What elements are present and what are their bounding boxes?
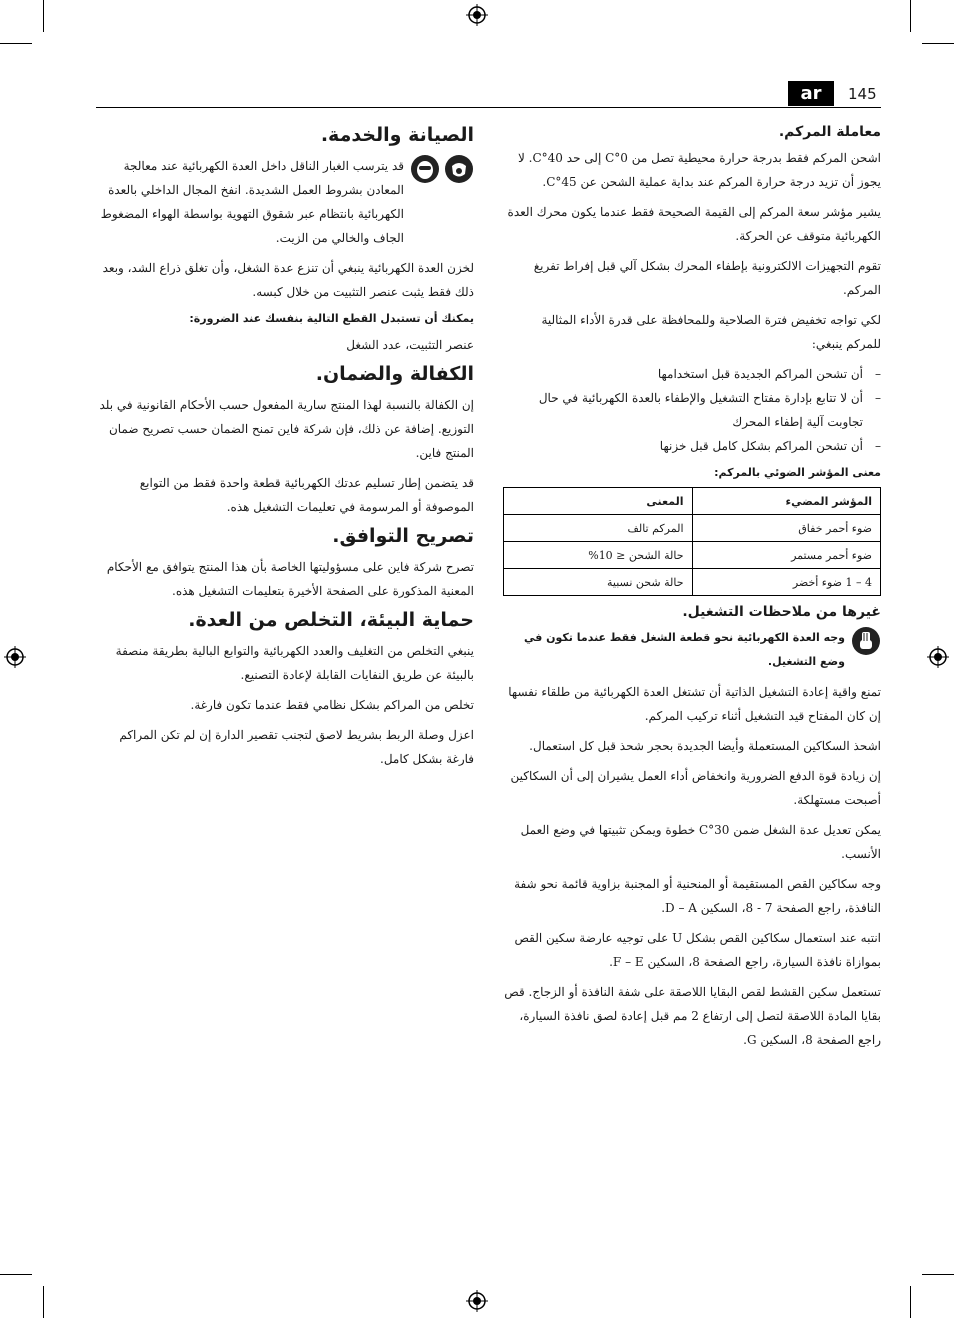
notes-paragraph: إن زيادة قوة الدفع الضرورية وانخفاض أداء العمل يشيران إلى أن السكاكين أصبحت مستهلكة. (510, 769, 881, 807)
hand-grip-warning-icon (851, 626, 881, 656)
warranty-paragraph: إن الكفالة بالنسبة لهذا المنتج سارية المفعول حسب الأحكام القانونية في بلد التوزيع. إضافة عن ذلك، فإن شركة فاين تمنح الضمان حسب تصريح ضمان المنتج فاين. (99, 398, 474, 460)
registration-mark-icon (4, 646, 26, 668)
table-cell: 4 – 1 ضوء أخضر (692, 569, 881, 596)
respirator-mask-icon (444, 154, 474, 184)
maintenance-paragraph: قد يترسب الغبار الناقل داخل العدة الكهربائية عند معالجة المعادن بشروط العمل الشديدة. انفخ المجال الداخلي بالعدة الكهربائية بانتظام عبر شقوق التهوية بواسطة الهواء المضغوط الجاف والخالي من الزيت. (100, 159, 404, 245)
notes-paragraph: يمكن تعديل عدة الشغل ضمن 30°C خطوة ويمكن تثبيتها في وضع العمل الأنسب. (520, 823, 881, 861)
battery-paragraph: لكي تواجه تخفيض فترة الصلاحية وللمحافظة على قدرة الأداء المثالية للمركم ينبغي: (541, 313, 881, 351)
crop-mark (910, 0, 911, 32)
maintenance-note (96, 154, 474, 256)
maintenance-paragraph: لخزن العدة الكهربائية ينبغي أن تنزع عدة الشغل، وأن تغلق ذراع الشد، وبعد ذلك فقط يثبت عنصر التثبيت من خلال كبسه. (102, 261, 474, 299)
table-cell: حالة الشحن ≤ 10% (504, 542, 693, 569)
table-header-row (504, 488, 881, 515)
conformity-paragraph: تصرح شركة فاين على مسؤوليتها الخاصة بأن هذا المنتج يتوافق مع الأحكام المعنية المذكورة على الصفحة الأخيرة بتعليمات التشغيل هذه. (106, 560, 474, 598)
list-item: – أن تشحن المراكم بشكل كامل قبل خزنها (503, 434, 881, 458)
table-cell: حالة شحن نسبية (504, 569, 693, 596)
crop-mark (0, 43, 32, 44)
registration-mark-icon (927, 646, 949, 668)
battery-paragraph: يشير مؤشر سعة المركم إلى القيمة الصحيحة فقط عندما يكون محرك العدة الكهربائية متوقف عن الحركة. (507, 205, 881, 243)
face-shield-icon (410, 154, 440, 184)
warning-text: وجه العدة الكهربائية نحو قطعة الشغل فقط عندما تكون في وضع التشغيل. (523, 631, 845, 668)
parts-paragraph: عنصر التثبيت، عدد الشغل (346, 338, 474, 352)
environment-heading: حماية البيئة، التخلص من العدة. (188, 609, 474, 631)
conformity-heading: تصريح التوافق. (332, 525, 474, 547)
notes-paragraph: وجه سكاكين القص المستقيمة أو المنحنية أو المجنبة بزاوية قائمة نحو شفة النافذة، راجع الصفحة 7 - 8، السكين D – A. (514, 877, 881, 915)
list-item: – أن لا تتابع بإدارة مفتاح التشغيل والإطفاء بالعدة الكهربائية في حال تجاوبت آلية إطفاء المحرك (503, 386, 881, 434)
table-row (504, 515, 881, 542)
environment-paragraph: اعزل وصلة الربط بشريط لاصق لتجنب تقصير الدارة إن لم تكن المراكم فارغة بشكل كامل. (119, 728, 474, 766)
table-cell: ضوء أحمر مستمر (692, 542, 881, 569)
warranty-heading: الكفالة والضمان. (315, 363, 474, 385)
led-table (503, 487, 881, 596)
table-header-cell: المؤشر المضيء (692, 488, 881, 515)
battery-heading: معاملة المركم. (778, 124, 881, 140)
crop-mark (0, 1274, 32, 1275)
header-rule (96, 107, 881, 108)
crop-mark (43, 0, 44, 32)
warranty-paragraph: قد يتضمن إطار تسليم عدتك الكهربائية قطعة واحدة فقط من التوابع الموصوفة أو المرسومة في تعليمات التشغيل هذه. (139, 476, 474, 514)
battery-paragraph: تقوم التجهيزات الالكترونية بإطفاء المحرك بشكل آلي قبل إفراط تفريغ المركم. (533, 259, 881, 297)
notes-paragraph: انتبه عند استعمال سكاكين القص بشكل U على توجيه عارضة سكين القص بموازاة نافذة السيارة، راجع الصفحة 8، السكين F – E. (514, 931, 881, 969)
notes-paragraph: تمنع واقية إعادة التشغيل الذاتية أن تشتغل العدة الكهربائية من طلقاء نفسها إن كان المفتاح قيد التشغيل أثناء تركيب المركم. (508, 685, 881, 723)
table-row (504, 569, 881, 596)
table-row (504, 542, 881, 569)
crop-mark (922, 43, 954, 44)
battery-list (503, 362, 881, 458)
battery-paragraph: اشحن المركم فقط بدرجة حرارة محيطية تصل من 0°C إلى حد 40°C. لا يجوز أن تزيد درجة حرارة المركم عند بداية عملية الشحن عن 45°C. (518, 151, 881, 189)
list-item: – أن تشحن المراكم الجديدة قبل استخدامها (503, 362, 881, 386)
environment-paragraph: ينبغي التخلص من التغليف والعدد الكهربائية والتوابع البالية بطريقة منصفة بالبيئة عن طريق النفايات القابلة لإعادة التصنيع. (115, 644, 474, 682)
registration-mark-icon (466, 1290, 488, 1312)
left-column (96, 122, 474, 777)
crop-mark (43, 1286, 44, 1318)
table-cell: المركم تالف (504, 515, 693, 542)
parts-heading: يمكنك أن تستبدل القطع التالية بنفسك عند الضرورة: (189, 312, 474, 325)
ppe-icons (410, 154, 474, 184)
right-column (503, 122, 881, 1058)
notes-heading: غيرها من ملاحظات التشغيل. (682, 604, 881, 620)
notes-paragraph: تستعمل سكين القشط لقص البقايا اللاصقة على شفة النافذة أو الزجاج. قص بقايا المادة اللاصقة لتصل إلى ارتفاع 2 مم قبل إعادة لصق نافذة السيارة، راجع الصفحة 8، السكين G. (504, 985, 881, 1047)
notes-paragraph: اشحذ السكاكين المستعملة وأيضا الجديدة بحجر شحذ قبل كل استعمال. (529, 739, 881, 753)
table-header-cell: المعنى (504, 488, 693, 515)
warning-note (503, 626, 881, 680)
language-badge: ar (788, 81, 834, 106)
environment-paragraph: تخلص من المراكم بشكل نظامي فقط عندما تكون فارغة. (190, 698, 474, 712)
registration-mark-icon (466, 4, 488, 26)
page-number: 145 (848, 85, 877, 103)
table-cell: ضوء أحمر خفاق (692, 515, 881, 542)
crop-mark (922, 1274, 954, 1275)
led-heading: معنى المؤشر الضوئي بالمركم: (714, 466, 881, 479)
crop-mark (910, 1286, 911, 1318)
maintenance-heading: الصيانة والخدمة. (320, 124, 474, 146)
